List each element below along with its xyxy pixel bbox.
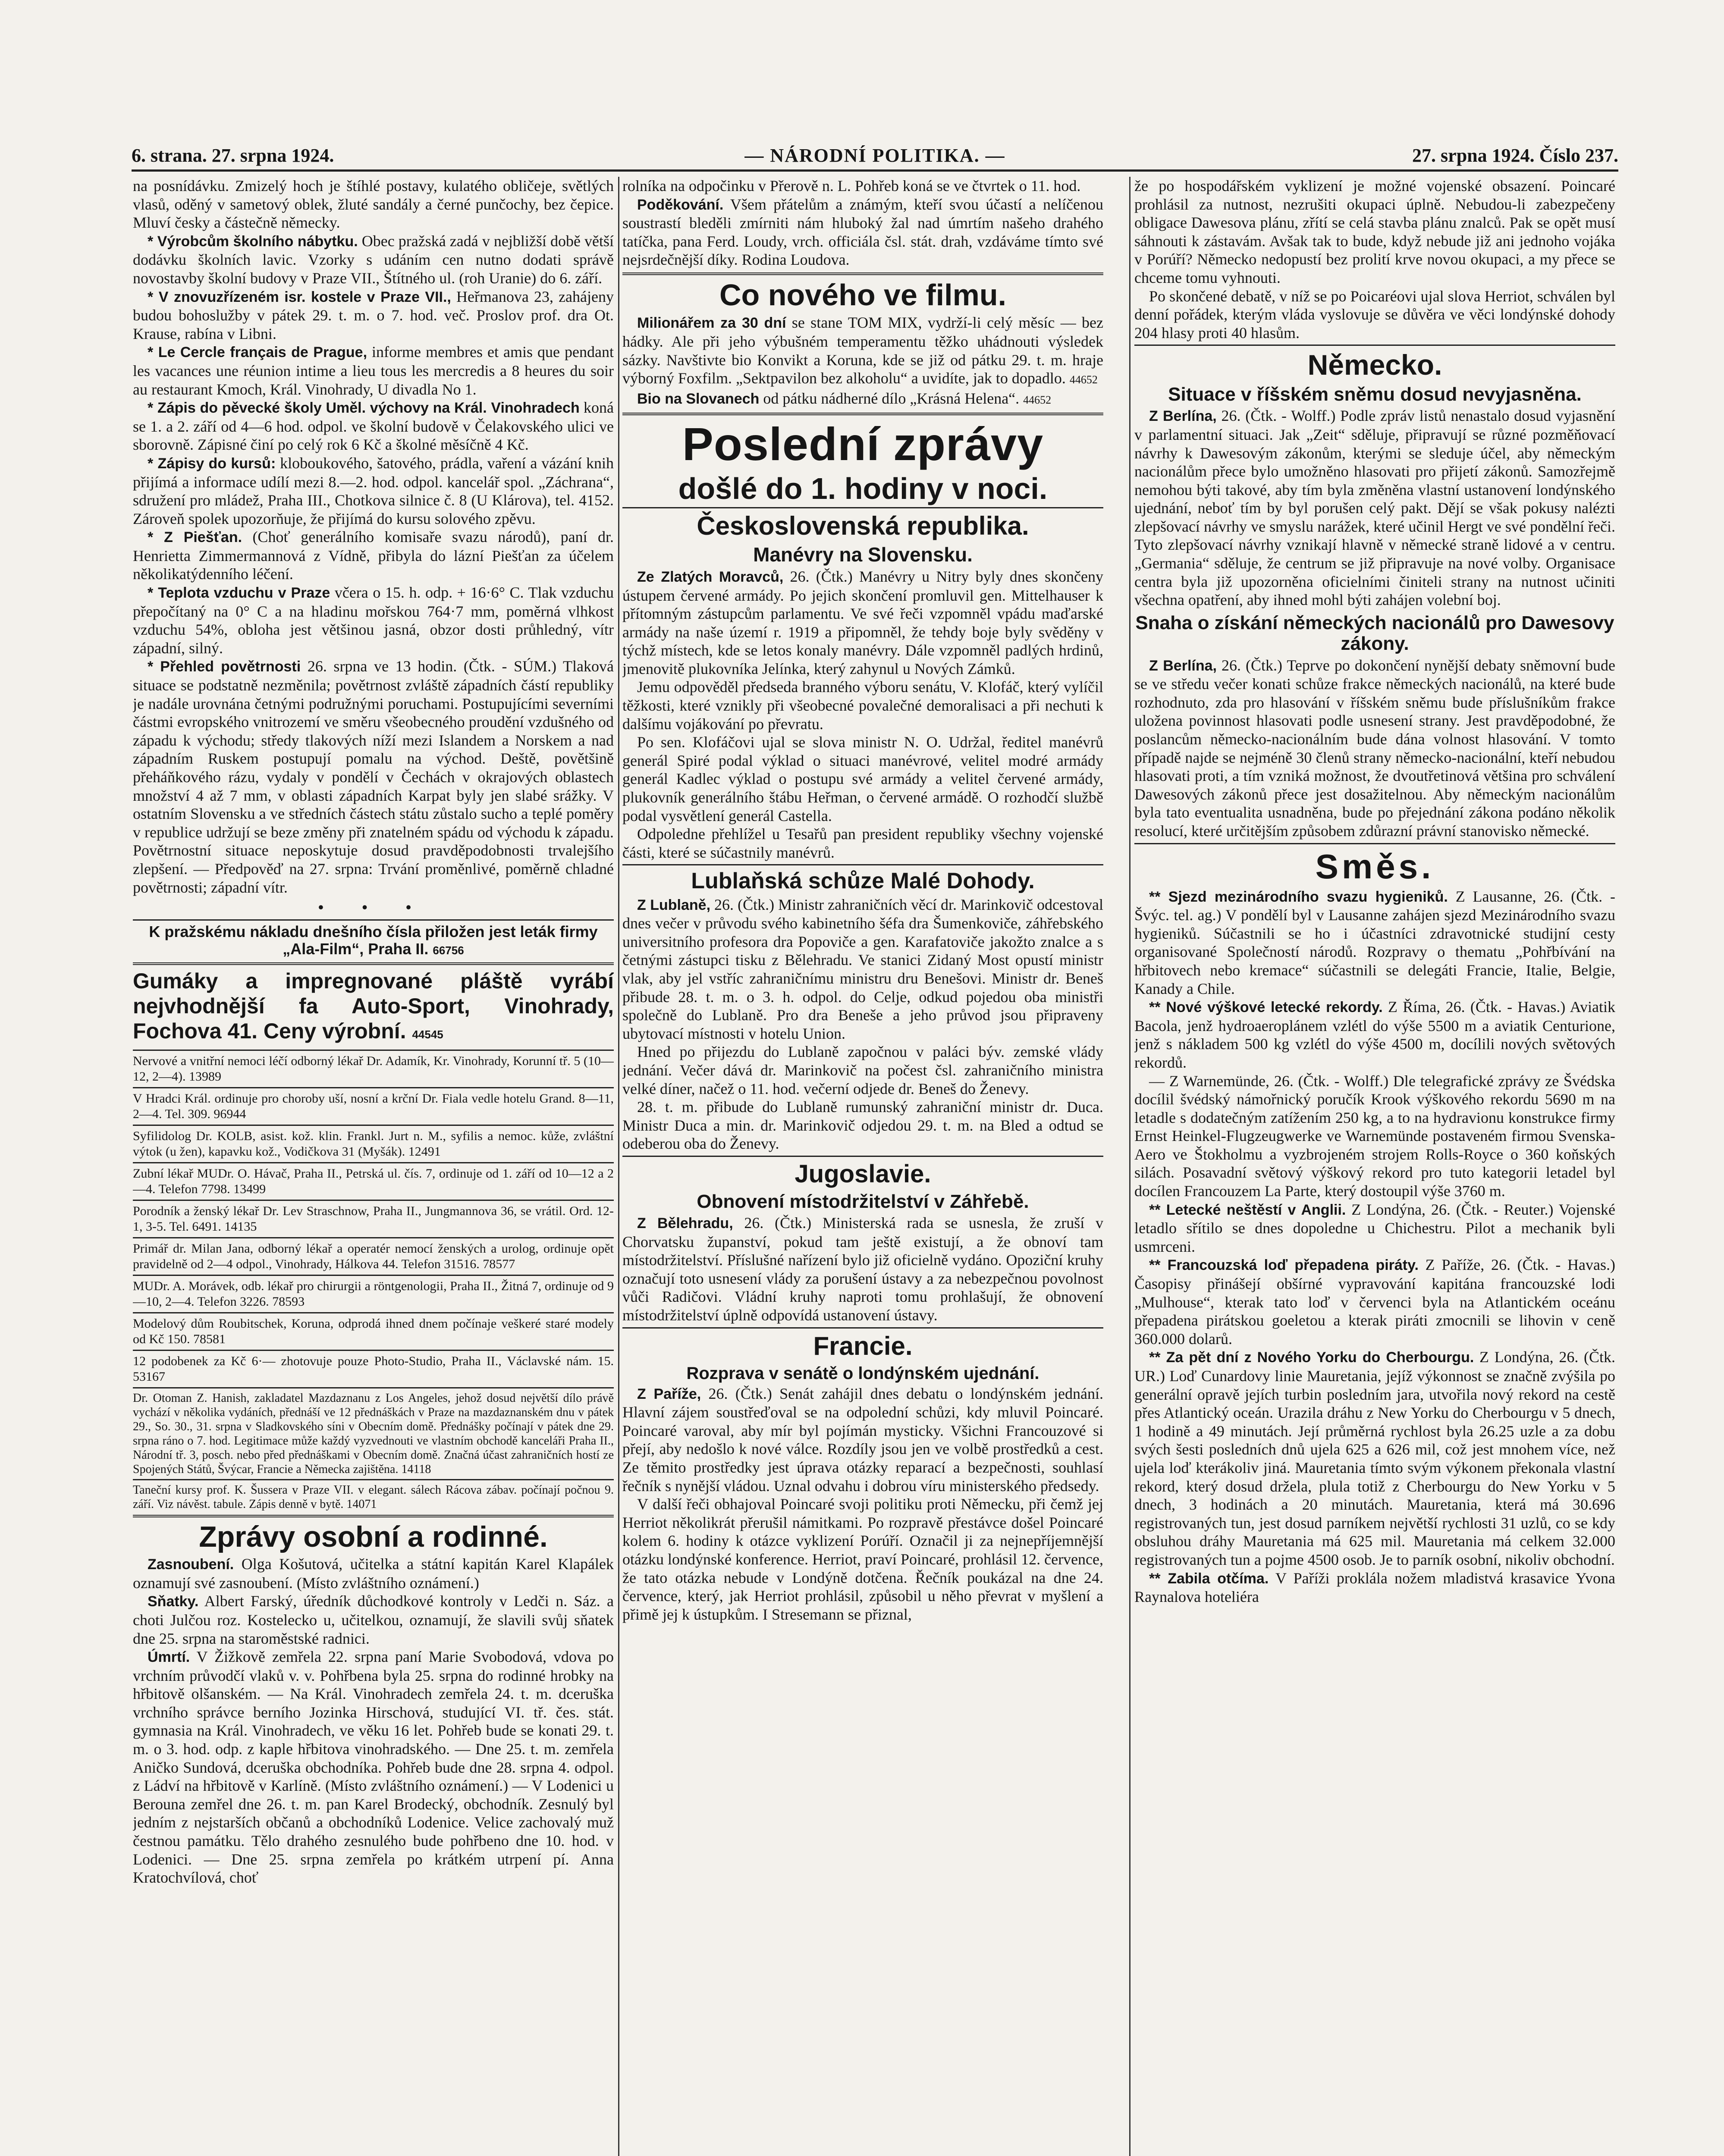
news-item: [133, 657, 614, 896]
divider: [133, 1237, 614, 1238]
news-item-head: * Le Cercle français de Prague,: [148, 344, 367, 361]
ad-number: 78593: [272, 1294, 305, 1309]
article-text: Jemu odpověděl předseda branného výboru senátu, V. Klofáč, který vylíčil těžkosti, které vznikly při všeobecné povalečné demoralisaci a při nechuti k dalšímu vojákování po převratu.: [622, 678, 1103, 733]
news-item-body: včera o 15. h. odp. + 16·6° C. Tlak vzduchu přepočítaný na 0° C a na hladinu mořskou 764·7 mm, poměrná vlhkost vzduchu 54%, obloha jest většinou jasná, obzor dosti průhledný, vítr západní, silný.: [133, 584, 614, 657]
article-text: Po skončené debatě, v níž se po Poicaréovi ujal slova Herriot, schválen byl denní pořádek, kterým vláda vyslovuje se důvěra ve věci londýnské dohody 204 hlasy proti 40 hlasům.: [1134, 287, 1615, 342]
news-item-body: koná se 1. a 2. září od 4—6 hod. odpol. ve školní budově v Čelakovského ulici ve sborovně. Zápisné činí po celý rok 6 Kč a školné měsíčně 4 Kč.: [133, 399, 614, 454]
header-rule: [132, 169, 1618, 172]
news-item: [133, 583, 614, 657]
ad-text: Primář dr. Milan Jana, odborný lékař a operatér nemocí ženských a urolog, ordinuje opět pravidelně od 2—4 odpol., Vinohrady, Hálkova 44. Telefon 31516.: [133, 1241, 614, 1271]
ad-number: 96944: [214, 1106, 246, 1121]
news-item-body: od pátku nádherné dílo „Krásná Helena“.: [759, 389, 1020, 407]
ad-number: 13499: [233, 1181, 266, 1196]
ad-havac: [133, 1166, 614, 1197]
news-item-body: V Žižkově zemřela 22. srpna paní Marie Svobodová, vdova po vrchním průvodčí vlaků v. v. Pohřbena byla 25. srpna do rodinné hrobky na hřbitově olšanském. — Na Král. Vinohradech zemřela 24. t. m. dceruška vrchního správce berního Jozinka Hirschová, studující VI. tř. čes. stát. gymnasia na Král. Vinohradech, ve věku 16 let. Pohřeb bude se konati 29. t. m. o 3. hod. odp. z kaple hřbitova vinohradského. — Dne 25. t. m. zemřela Aničko Sundová, dceruška obchodníka. Pohřeb bude dne 28. srpna 4. odpol. z Ládví na hřbitově v Karlíně. (Místo zvláštního oznámení.) — V Lodenici u Berouna zemřel dne 26. t. m. pan Karel Brodecký, obchodník. Zesnulý byl jedním z nejstarších občanů a obchodníků Lodenice. Velice zachovalý muž čestnou památku. Tělo drahého zesnulého bude pohřbeno dne 10. hod. v Lodenici. — Dne 25. srpna zemřela po krátkém utrpení pí. Anna Kratochvílová, choť: [133, 1648, 614, 1887]
news-item-body: „Sektpavilon bez alkoholu“ a uvidíte, jak to dopadlo.: [736, 370, 1066, 387]
ad-number: 44652: [1069, 373, 1098, 386]
ad-number: 78581: [193, 1332, 226, 1346]
news-item-body: Olga Košutová, učitelka a státní kapitán Karel Klapálek oznamují své zasnoubení. (Místo zvláštního oznámení.): [133, 1555, 614, 1592]
news-item-head: ** Letecké neštěstí v Anglii.: [1149, 1201, 1346, 1218]
ad-text: Taneční kursy prof. K. Šussera v Praze VII. v elegant. sálech Rácova zábav. počínají počnou 9. září. Viz návěst. tabule. Zápis denně v bytě.: [133, 1483, 614, 1511]
ad-text: Modelový dům Roubitschek, Koruna, odprodá ihned dnem počínaje veškeré staré modely od Kč 150.: [133, 1316, 614, 1346]
insert-notice: [133, 923, 614, 959]
article-headline: Snaha o získání německých nacionálů pro Dawesovy zákony.: [1135, 612, 1614, 655]
ad-text: Syfilidolog Dr. KOLB, asist. kož. klin. Frankl. Jurt n. M., syfilis a nemoc. kůže, zvláštní výtok (u žen), kapavku kož., Vodičkova 31 (Myšák).: [133, 1128, 614, 1159]
news-item: [133, 1648, 614, 1887]
news-item-body: 26. (Čtk.) Ministerská rada se usnesla, že zruší v Chorvatsku županství, pokud tam ještě existují, a že obnoví tam místodržitelství. Příslušné nařízení bylo již oficielně vydáno. Opoziční kruhy označují toto usnesení vlády za porušení ústavy a za nebezpečnou povolnost vůči Radičovi. Vládní kruhy naproti tomu prohlašují, že obnovení místodržitelství úplně odpovídá ustanovení ústavy.: [622, 1214, 1103, 1324]
news-item-head: Z Berlína,: [1149, 657, 1217, 674]
divider: [133, 1515, 614, 1517]
ad-hradci: [133, 1091, 614, 1122]
divider: [1134, 843, 1615, 844]
news-item: [133, 1592, 614, 1648]
ad-text: Nervové a vnitřní nemoci léčí odborný lékař Dr. Adamík, Kr. Vinohrady, Korunní tř. 5 (10—12, 2—4).: [133, 1053, 614, 1084]
ad-gumaky: [133, 968, 614, 1047]
news-item: [133, 454, 614, 528]
section-heading: Zprávy osobní a rodinné.: [199, 1520, 548, 1553]
news-item-head: ** Zabila otčíma.: [1149, 1570, 1269, 1587]
ad-jana: [133, 1241, 614, 1272]
article-text: 28. t. m. přibude do Lublaně rumunský zahraniční ministr dr. Duca. Ministr Duca a min. dr. Marinkovič odjedou 29. t. m. na Bled a odtud se odeberou oba do Ženevy.: [622, 1098, 1103, 1153]
divider: [133, 1312, 614, 1313]
divider: [622, 1327, 1103, 1329]
article-text: V další řeči obhajoval Poincaré svoji politiku proti Německu, při čemž jej Herriot několikrát přerušil námitkami. Po rozpravě přestávce došel Poincaré kolem 6. hodiny k otázce vyklizení Porúří. Označil ji za nejnepříjemnější otázku londýnské konference. Herriot, praví Poincaré, prohlásil 12. července, že tato otázka nebude v Londýně dotčena. Řečník poukázal na dne 24. července, který, jak Herriot prohlásil, způsobil u něho převrat v myšlení a přimě jej k ústupkům. I Stresemann se přiznal,: [622, 1495, 1103, 1623]
news-item-body: 26. srpna ve 13 hodin. (Čtk. - SÚM.) Tlaková situace se podstatně nezměnila; povětrnost zvláště západních částí republiky je nadále urovnána četnými podružnými poruchami. Postupujícími severními částmi evropského vnitrozemí ve směru všeobecného proudění vzdušného od západu k východu; středy tlakových níží mezi Islandem a Norskem a nad západním Ruskem postupují pomalu na východ. Deště, povětšině přeháňkového rázu, vydaly v pondělí v Čechách v okrajových oblastech množství 4 až 7 mm, v oblasti západních Karpat byly jen slabé srážky. V ostatním Slovensku a ve středních částech státu zůstalo sucho a teplé poměry v republice udržují se beze změny při znatelném spádu od východu k západu. Povětrnostní situace neposkytuje dosud pravděpodobnosti trvalejšího zlepšení. — Předpověď na 27. srpna: Trvání proměnlivé, poměrně chladné povětrnosti; západní vítr.: [133, 658, 614, 896]
news-item-head: * Výrobcům školního nábytku.: [148, 233, 358, 250]
ad-text: MUDr. A. Morávek, odb. lékař pro chirurgii a röntgenologii, Praha II., Žitná 7, ordinuje od 9—10, 2—4. Telefon 3226.: [133, 1279, 614, 1309]
section-heading: Německo.: [1307, 349, 1442, 381]
divider: [622, 273, 1103, 275]
news-item: [1134, 998, 1615, 1072]
divider: [133, 1050, 614, 1051]
divider: [133, 1087, 614, 1088]
news-item: [622, 389, 1103, 410]
article-headline: Situace v říšském sněmu dosud nevyjasněna.: [1168, 383, 1582, 405]
section-heading: Francie.: [813, 1331, 913, 1360]
divider: [622, 1156, 1103, 1157]
article-text: Odpoledne přehlížel u Tesařů pan president republiky všechny vojenské části, které se súčastnily manévrů.: [622, 825, 1103, 861]
ad-number: 78577: [483, 1257, 515, 1271]
news-item-body: Z Paříže, 26. (Čtk. - Havas.) Časopisy přinášejí obšírné vypravování kapitána francouzské lodi „Mulhouse“, kterak tato loď v červenci byla na Atlantickém oceánu přepadena pirátskou goeletou a kterak piráti zmocnili se lihovin v ceně 360.000 dolarů.: [1134, 1256, 1615, 1348]
news-item: [1134, 656, 1615, 840]
divider: [622, 413, 1103, 415]
news-item-body: Heřmanova 23, zahájeny budou bohoslužby v pátek 29. t. m. o 7. hod. več. Proslov prof. dra Ot. Krause, rabína v Libni.: [133, 288, 614, 342]
divider: [133, 962, 614, 965]
article-headline: Obnovení místodržitelství v Záhřebě.: [697, 1191, 1029, 1212]
page-header: [132, 144, 1618, 167]
article-headline: Lublaňská schůze Malé Dohody.: [691, 868, 1035, 894]
ad-susser: [133, 1483, 614, 1511]
ad-number: 14118: [401, 1462, 431, 1476]
news-item-body: (Choť generálního komisaře svazu národů), paní dr. Henrietta Zimmermannová z Vídně, přibyla do lázní Piešťan za účelem několikatýdenního léčení.: [133, 528, 614, 583]
article-text: Hned po přijezdu do Lublaně započnou v paláci býv. zemské vlády jednání. Večer dává dr. Marinkovič na počest čsl. zahraničního ministra velké díner, načež o 11. hod. večerní odjede dr. Beneš do Ženevy.: [622, 1043, 1103, 1097]
ad-hanish: [133, 1391, 614, 1476]
ad-number: 14135: [224, 1219, 257, 1234]
news-item-body: Z Londýna, 26. (Čtk. - Reuter.) Vojenské letadlo sřítilo se dnes dopoledne u Chichestru. Pilot a mechanik byli usmrceni.: [1134, 1200, 1615, 1255]
news-item-head: Poděkování.: [637, 196, 724, 213]
ad-photo: [133, 1354, 614, 1385]
divider: [133, 1479, 614, 1480]
news-item: [1134, 1348, 1615, 1569]
news-item-head: ** Nové výškové letecké rekordy.: [1149, 999, 1383, 1016]
ad-text: Porodník a ženský lékař Dr. Lev Straschnow, Praha II., Jungmannova 36, se vrátil. Ord. 12-1, 3-5. Tel. 6491.: [133, 1203, 614, 1234]
news-item-body: Albert Farský, úředník důchodkové kontroly v Ledči n. Sáz. a choti Julčou roz. Kostelecko u, učitelkou, oznamují, že slavili svůj sňatek dne 25. srpna na staroměstské radnici.: [133, 1592, 614, 1647]
column-divider: [618, 177, 619, 2156]
news-item-head: ** Francouzská loď přepadena piráty.: [1149, 1257, 1419, 1274]
news-item: [133, 398, 614, 454]
ad-number: 12491: [408, 1144, 441, 1159]
article-text: na posnídávku. Zmizelý hoch je štíhlé postavy, kulatého obličeje, světlých vlasů, oděný v sametový oblek, žluté sandály a černé punčochy, bez čepice. Mluví česky a částečně německy.: [133, 177, 614, 232]
news-item: [133, 343, 614, 398]
news-item-body: Z Říma, 26. (Čtk. - Havas.) Aviatik Bacola, jenž hydroaeroplánem vzlétl do výše 5500 m a aviatik Centurione, jenž s nákladem 500 kg vzlétl do výše 4500 m, docílili nových světových rekordů.: [1134, 998, 1615, 1071]
divider: [133, 1162, 614, 1163]
article-text: — Z Warnemünde, 26. (Čtk. - Wolff.) Dle telegrafické zprávy ze Švédska docílil švédský námořnický poručík Krook výškového rekordu 5690 m na letadle s dodatečným zatížením 250 kg, a to na hydravionu konstrukce firmy Ernst Heinkel-Flugzeugwerke ve Warnemünde postaveném firmou Svenska-Aero ve Štokholmu a vyzbrojeném strojem Rolls-Royce o 360 koňských silách. Posavadní světový výškový rekord pro tuto kategorii letadel byl docílen Francouzem La Parte, který dostoupil výše 3760 m.: [1134, 1072, 1615, 1200]
news-item: [1134, 407, 1615, 609]
separator-dots: • • •: [318, 899, 429, 916]
news-item: [622, 195, 1103, 269]
ad-number: 13989: [189, 1069, 221, 1084]
ad-number: 14071: [346, 1497, 377, 1511]
article-headline: Rozprava v senátě o londýnském ujednání.: [686, 1363, 1039, 1383]
news-item-head: * V znovuzřízeném isr. kostele v Praze VII.,: [148, 288, 451, 305]
news-item: [133, 528, 614, 583]
news-item-head: Úmrtí.: [148, 1649, 190, 1666]
news-item-body: Z Londýna, 26. (Čtk. UR.) Loď Cunardovy linie Mauretania, jejíž výkonnost se značně zvýšila po generální opravě jejích turbin posledním jara, utvořila nový rekord na cestě přes Atlantický oceán. Urazila dráhu z New Yorku do Cherbourgu v 5 dnech, 1 hodině a 49 minutách. Její průměrná rychlost byla 26.25 uzle a za dobu svých šesti posledních dnů ujela 625 a 626 mil, což jest mnohem více, než ujela loď kterákoliv jiná. Mauretania tímto svým výkonem překonala vlastní rekord, který dosud držela, plula totiž z Cherbourgu do New Yorku v 5 dnech, 3 hodinách a 20 minutách. Mauretania, která má 30.696 registrovaných tun, jest dosud parníkem největší rychlosti 31 uzlů, co se kdy obsluhou dráhy Mauretania má 625 mil. Mauretania má celkem 32.000 registrovaných tun a pojme 4500 osob. Je to parník osobní, nikoliv obchodní.: [1134, 1348, 1615, 1568]
section-heading: Co nového ve filmu.: [719, 278, 1007, 312]
news-item: [622, 1385, 1103, 1495]
ad-text: 12 podobenek za Kč 6·— zhotovuje pouze Photo-Studio, Praha II., Václavské nám. 15.: [133, 1354, 614, 1368]
column-3: [1134, 177, 1615, 2156]
news-item: [133, 232, 614, 288]
news-item-head: Bio na Slovanech: [637, 390, 760, 407]
article-text: rolníka na odpočinku v Přerově n. L. Pohřeb koná se ve čtvrtek o 11. hod.: [622, 177, 1081, 194]
divider: [133, 919, 614, 921]
news-item-head: Milionářem za 30 dní: [637, 315, 786, 332]
news-item: [1134, 1200, 1615, 1256]
article-text: Po sen. Klofáčovi ujal se slova ministr N. O. Udržal, ředitel manévrů generál Spiré podal výklad o situaci manévrové, velitel modré armády generál Kadlec výklad o postupu své armády a velitel červené armády, plukovník generálního štábu Heřman, o červené armádě. O rozhodčí službě podal vysvětlení generál Castella.: [622, 733, 1103, 824]
ad-straschnow: [133, 1203, 614, 1235]
ad-moravek: [133, 1279, 614, 1310]
news-item-body: Všem přátelům a známým, kteří svou účastí a nelíčenou soustrastí bleděli zmírniti nám hluboký žal nad úmrtím našeho drahého tatíčka, pana Ferd. Loudy, vrch. officiála čsl. stát. drah, vzdáváme tímto své nejsrdečnější díky. Rodina Loudova.: [622, 195, 1103, 269]
ad-number: 44545: [412, 1028, 443, 1041]
news-item: [622, 567, 1103, 678]
news-item-head: Z Paříže,: [637, 1385, 701, 1402]
ad-adamik: [133, 1053, 614, 1084]
news-item: [622, 313, 1103, 389]
news-item: [133, 288, 614, 343]
ad-text: Zubní lékař MUDr. O. Hávač, Praha II., Petrská ul. čís. 7, ordinuje od 1. září od 10—12 a 2—4. Telefon 7798.: [133, 1166, 614, 1196]
news-item-head: * Teplota vzduchu v Praze: [148, 585, 330, 602]
news-item-body: 26. (Čtk.) Teprve po dokončení nynější debaty sněmovní bude se ve středu večer konati schůze frakce německých nacionálů, na které bude rozhodnuto, zda pro hlasování v říšském sněmu bude příslušníkům frakce uložena povinnost hlasovati podle usnesení strany. Jest pravděpodobné, že poslancům německo-nacionálním bude dána volnost hlasování. V tomto případě najde se nejméně 30 členů strany německo-nacionální, kteří nebudou hlasovati proti, a tím vzniká možnost, že dvoutřetinová většina pro schválení Dawesových zákonů přece jest dosažitelnou. Aby německým nacionálům byla tato eventualita usnadněna, bude po přejednání zákona podáno několik resolucí, které určitějším způsobem zdůrazní právní stanovisko německé.: [1134, 656, 1615, 840]
news-item-head: ** Za pět dní z Nového Yorku do Cherbourgu.: [1149, 1349, 1474, 1366]
ad-modelovy: [133, 1316, 614, 1347]
insert-notice-text: K pražskému nákladu dnešního čísla přiložen jest leták firmy „Ala-Film“, Praha II.: [149, 922, 598, 958]
news-item-head: Ze Zlatých Moravců,: [637, 568, 784, 585]
ad-text: V Hradci Král. ordinuje pro choroby uší, nosní a krční Dr. Fiala vedle hotelu Grand. 8—11, 2—4. Tel. 309.: [133, 1091, 614, 1121]
news-item-head: Zasnoubení.: [148, 1556, 234, 1573]
news-item-body: 26. (Čtk.) Ministr zahraničních věcí dr. Marinkovič odcestoval dnes večer v průvodu svého kabinetního šéfa dra Šumenkoviče, záhřebského universitního profesora dra Popoviče a gen. Karafatoviče jakožto znalce a s četnými zástupci tisku z Bělehradu. Ve stanici Zidaný Most opustí ministr vlak, aby jel vstříc zahraničnímu ministru dru Benešovi. Ministr dr. Beneš přibude 28. t. m. o 3. h. odpol. do Celje, odkud pojedou oba ministři společně do Lublaně. Pro dra Beneše a jeho průvod jsou připraveny ubytovací místnosti v hotelu Union.: [622, 896, 1103, 1042]
news-item: [1134, 1256, 1615, 1348]
column-1: [133, 177, 614, 2156]
section-heading: Směs.: [1315, 847, 1435, 886]
section-heading: Jugoslavie.: [794, 1159, 931, 1188]
news-item-head: Z Lublaně,: [637, 896, 711, 913]
divider: [622, 864, 1103, 865]
headline-subtitle: došlé do 1. hodiny v noci.: [678, 471, 1048, 505]
header-page-date: 6. strana. 27. srpna 1924.: [132, 145, 334, 166]
news-item-head: ** Sjezd mezinárodního svazu hygieniků.: [1149, 888, 1448, 905]
news-item-body: 26. (Čtk. - Wolff.) Podle zpráv listů nenastalo dosud vyjasnění v parlamentní situaci. Jak „Zeit“ sděluje, připravují se různé pozměňovací návrhy k Dawesovým zákonům, kterými se sleduje účel, aby německým nacionálům přece bylo umožněno hlasovati pro přijetí zákonů. Samozřejmě nemohou býti takové, aby tím byla změněna vlastní ustanovení londýnského ujednání, neboť tím by byl porušen celý pakt. Dějí se však pokusy nalézti zlepšovací návrhy ve smyslu narážek, které učinil Hergt ve své pondělní řeči. Tyto zlepšovací návrhy vznikají hlavně v německé straně lidové a v centru. „Germania“ sděluje, že centrum se již připravuje na nové volby. Organisace centra byla již upozorněna oficielními činiteli strany na nutnost učiniti všechna opatření, aby ihned mohl býti zahájen volební boj.: [1134, 407, 1615, 609]
news-item-body: se stane TOM MIX, vydrží-li celý měsíc — bez hádky. Ale při jeho výbušném temperamentu těžko uhádnouti výsledek sázky. Navštivte bio Konvikt a Koruna, kde se již od pátku 29. t. m. hraje výborný Foxfilm.: [622, 314, 1103, 387]
ad-text: Gumáky a impregnované pláště vyrábí nejvhodnější fa Auto-Sport, Vinohrady, Fochova 41. Ceny výrobní.: [133, 968, 614, 1043]
news-item-head: * Zápis do pěvecké školy Uměl. výchovy na Král. Vinohradech: [148, 400, 580, 417]
news-item-head: * Přehled povětrnosti: [148, 658, 301, 675]
ad-number: 66756: [433, 943, 464, 957]
news-item-head: Z Bělehradu,: [637, 1215, 733, 1232]
news-item-body: V Paříži proklála nožem mladistvá krasavice Yvona Raynalova hoteliéra: [1134, 1569, 1615, 1606]
section-heading: Československá republika.: [697, 511, 1029, 541]
column-divider: [1129, 177, 1130, 2156]
news-item: [622, 1214, 1103, 1325]
news-item-head: Z Berlína,: [1149, 408, 1217, 425]
news-item-head: * Z Piešťan.: [148, 529, 242, 546]
news-item: [622, 896, 1103, 1043]
divider: [622, 507, 1103, 508]
divider: [133, 1275, 614, 1276]
news-item: [133, 1555, 614, 1592]
divider: [133, 1125, 614, 1126]
news-item: [1134, 887, 1615, 998]
header-issue-number: 27. srpna 1924. Číslo 237.: [1412, 145, 1618, 166]
ad-number: 44652: [1023, 393, 1052, 406]
news-item-body: informe membres et amis que pendant les vacances une réunion intime a lieu tous les mercredis a 8 heures du soir au restaurant Kmoch, Král. Vinohrady, U divadla No 1.: [133, 343, 614, 398]
divider: [133, 1350, 614, 1351]
divider: [1134, 345, 1615, 346]
news-item-body: Obec pražská zadá v nejbližší době větší dodávku školních lavic. Vzorky s udáním cen nutno dodati správě novostavby školní budovy v Praze VII., Štítného ul. (roh Uranie) do 6. září.: [133, 232, 614, 287]
news-item-body: kloboukového, šatového, prádla, vaření a vázání knih přijímá a informace udílí mezi 8.—2. hod. odpol. kancelář spol. „Záchrana“, sdružení pro mládež, Praha III., Chotkova silnice č. 8 (U Klárova), tel. 4152. Zároveň spolek upozorňuje, že přijímá do kursu solového zpěvu.: [133, 454, 614, 527]
news-item-body: 26. (Čtk.) Senát zahájil dnes debatu o londýnském jednání. Hlavní zájem soustřeďoval se na odpolední schůzi, kdy mluvil Poincaré. Poincaré varoval, aby mír byl pojímán mysticky. Všichni Francouzové si přejí, aby nedošlo k nové válce. Rozdíly jsou jen ve volbě prostředků a cest. Ze těmito prostředky jest úprava otázky reparací a bezpečnosti, souhlasí řečník s nynější vládou. Uznal odvahu i dobrou víru ministerského předsedy.: [622, 1385, 1103, 1495]
divider: [133, 1200, 614, 1201]
header-masthead: — NÁRODNÍ POLITIKA. —: [744, 145, 1005, 166]
article-headline: Manévry na Slovensku.: [753, 543, 973, 566]
news-item-head: * Zápisy do kursů:: [148, 455, 276, 472]
ad-kolb: [133, 1128, 614, 1159]
news-item: [1134, 1569, 1615, 1606]
ad-number: 53167: [133, 1369, 165, 1384]
news-item-body: 26. (Čtk.) Manévry u Nitry byly dnes skončeny ústupem červené armády. Po jejich skončení promluvil gen. Mittelhauser k přítomným zástupcům parlamentu. Ve své řeči vzpomněl vpádu maďarské armády na naše území r. 1919 a připomněl, že tehdy boje byly svěděny v týchž místech, kde se letos konaly manévry. Dále vzpomněl padlých hrdinů, jmenovitě plukovníka Jelínka, který zahynul u Nových Zámků.: [622, 567, 1103, 677]
article-text: že po hospodářském vyklizení je možné vojenské obsazení. Poincaré prohlásil za nutnost, nezrušiti okupaci úplně. Nebudou-li zabezpečeny obligace Dawesova plánu, zřítí se celá stavba plánu znalců. Pak se opět musí sáhnouti k zástavám. Avšak tak to bude, když nebude již ani jednoho vojáka v Porúří? Německo nedopustí bez prolití krve novou okupaci, a my přece se chceme tomu vyhnouti.: [1134, 177, 1615, 286]
news-item-head: Sňatky.: [148, 1593, 199, 1610]
ad-text: Dr. Otoman Z. Hanish, zakladatel Mazdaznanu z Los Angeles, jehož dosud největší dílo právě vychází v několika vydáních, přednáší ve 12 přednáškách v Praze na mazdaznanském dnu v pátek 29., So. 30., 31. srpna v Sladkovského síni v Obecním domě. Přednášky počínají v pátek dne 29. srpna ráno o 7. hod. Legitimace může každý vyzvednouti ve vlastním obchodě kanceláři Praha II., Národní tř. 3, posch. nebo před přednáškami v Obecním domě. Značná účast zahraničních hostí ze Spojených Států, Švýcar, Francie a Německa zajištěna.: [133, 1391, 614, 1476]
divider: [133, 1387, 614, 1388]
column-2: [622, 177, 1103, 2156]
headline-posledni-zpravy: Poslední zprávy: [682, 418, 1044, 470]
news-item-body: Z Lausanne, 26. (Čtk. - Švýc. tel. ag.) V pondělí byl v Lausanne zahájen sjezd Mezinárodního svazu hygieniků. Súčastnili se ho i účastníci zdravotnické studijní cesty organisované Společností národů. Rozpravy o thematu „Pohřbívání na hřbitovech nebo kremace“ súčastnili se delegáti Francie, Italie, Belgie, Kanady a Chile.: [1134, 887, 1615, 997]
